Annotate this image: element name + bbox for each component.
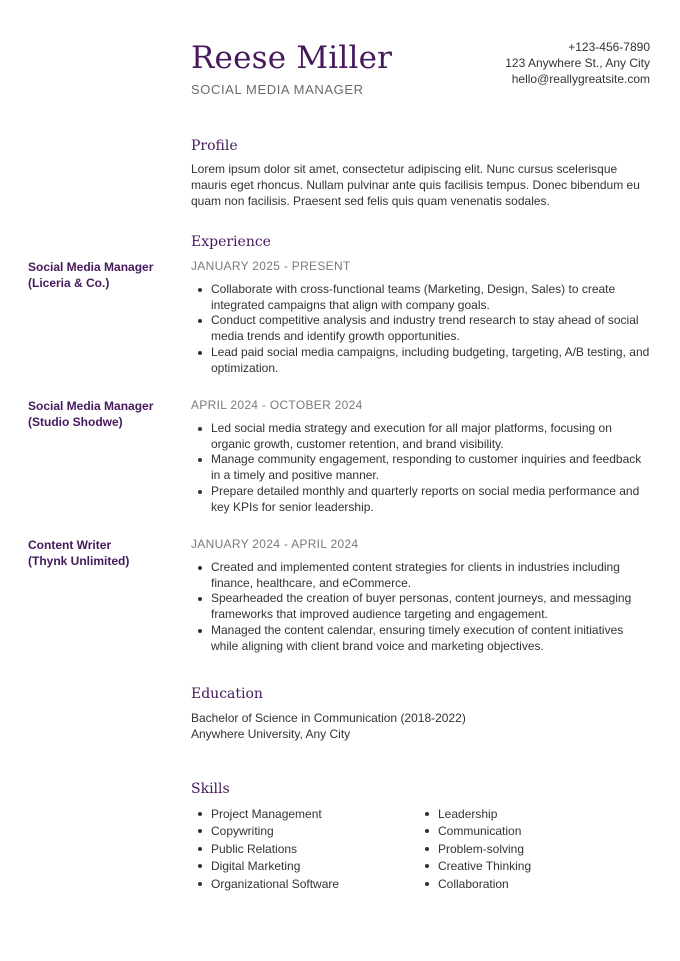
skills-list-left — [191, 806, 411, 893]
job-2-role: Social Media Manager — [28, 399, 154, 413]
contact-email: hello@reallygreatsite.com — [511, 72, 650, 86]
job-3-bullets — [191, 560, 653, 654]
job-title: SOCIAL MEDIA MANAGER — [191, 82, 364, 97]
list-item: Managed the content calendar, ensuring timely execution of content initiatives while aligning with client brand voice and marketing objectives. — [191, 623, 653, 654]
list-item: Manage community engagement, responding to customer inquiries and feedback in a timely and positive manner. — [191, 452, 653, 483]
education-school: Anywhere University, Any City — [191, 727, 351, 741]
job-1-bullets — [191, 282, 653, 376]
skill-item: Digital Marketing — [191, 858, 411, 875]
job-1-dates: JANUARY 2025 - PRESENT — [191, 259, 351, 273]
profile-heading: Profile — [191, 138, 238, 154]
skills-list-right — [418, 806, 638, 893]
contact-phone: +123-456-7890 — [568, 40, 650, 54]
skill-item: Collaboration — [418, 876, 638, 893]
job-2-employer — [28, 398, 178, 430]
profile-text: Lorem ipsum dolor sit amet, consectetur adipiscing elit. Nunc cursus scelerisque mauris eget rhoncus. Nullam pulvinar ante quis facilisis tempus. Donec bibendum eu quam non facilisis. Praesent sed felis quis quam venenatis sodales. — [191, 162, 640, 208]
list-item: Conduct competitive analysis and industry trend research to stay ahead of social media trends and identify growth opportunities. — [191, 313, 653, 344]
skill-item: Organizational Software — [191, 876, 411, 893]
list-item: Collaborate with cross-functional teams (Marketing, Design, Sales) to create integrated campaigns that align with company goals. — [191, 282, 653, 313]
education-degree: Bachelor of Science in Communication (2018-2022) — [191, 711, 466, 725]
job-3-company: (Thynk Unlimited) — [28, 554, 130, 568]
skill-item: Communication — [418, 823, 638, 840]
skill-item: Project Management — [191, 806, 411, 823]
skills-heading: Skills — [191, 781, 230, 797]
experience-heading: Experience — [191, 234, 271, 250]
skill-item: Creative Thinking — [418, 858, 638, 875]
job-1-role: Social Media Manager — [28, 260, 154, 274]
job-2-bullets — [191, 421, 653, 515]
resume-name: Reese Miller — [191, 40, 393, 76]
list-item: Lead paid social media campaigns, including budgeting, targeting, A/B testing, and optimization. — [191, 345, 653, 376]
job-3-dates: JANUARY 2024 - APRIL 2024 — [191, 537, 359, 551]
skill-item: Problem-solving — [418, 841, 638, 858]
list-item: Spearheaded the creation of buyer personas, content journeys, and messaging frameworks that improved audience targeting and engagement. — [191, 591, 653, 622]
skill-item: Copywriting — [191, 823, 411, 840]
list-item: Created and implemented content strategies for clients in industries including finance, healthcare, and eCommerce. — [191, 560, 653, 591]
job-3-employer — [28, 537, 178, 569]
list-item: Led social media strategy and execution for all major platforms, focusing on organic growth, customer retention, and brand visibility. — [191, 421, 653, 452]
job-1-company: (Liceria & Co.) — [28, 276, 110, 290]
contact-address: 123 Anywhere St., Any City — [505, 56, 650, 70]
skill-item: Leadership — [418, 806, 638, 823]
contact-block — [505, 39, 650, 87]
skill-item: Public Relations — [191, 841, 411, 858]
job-2-dates: APRIL 2024 - OCTOBER 2024 — [191, 398, 363, 412]
job-3-role: Content Writer — [28, 538, 112, 552]
job-2-company: (Studio Shodwe) — [28, 415, 123, 429]
education-heading: Education — [191, 686, 263, 702]
job-1-employer — [28, 259, 178, 291]
list-item: Prepare detailed monthly and quarterly reports on social media performance and key KPIs for senior leadership. — [191, 484, 653, 515]
